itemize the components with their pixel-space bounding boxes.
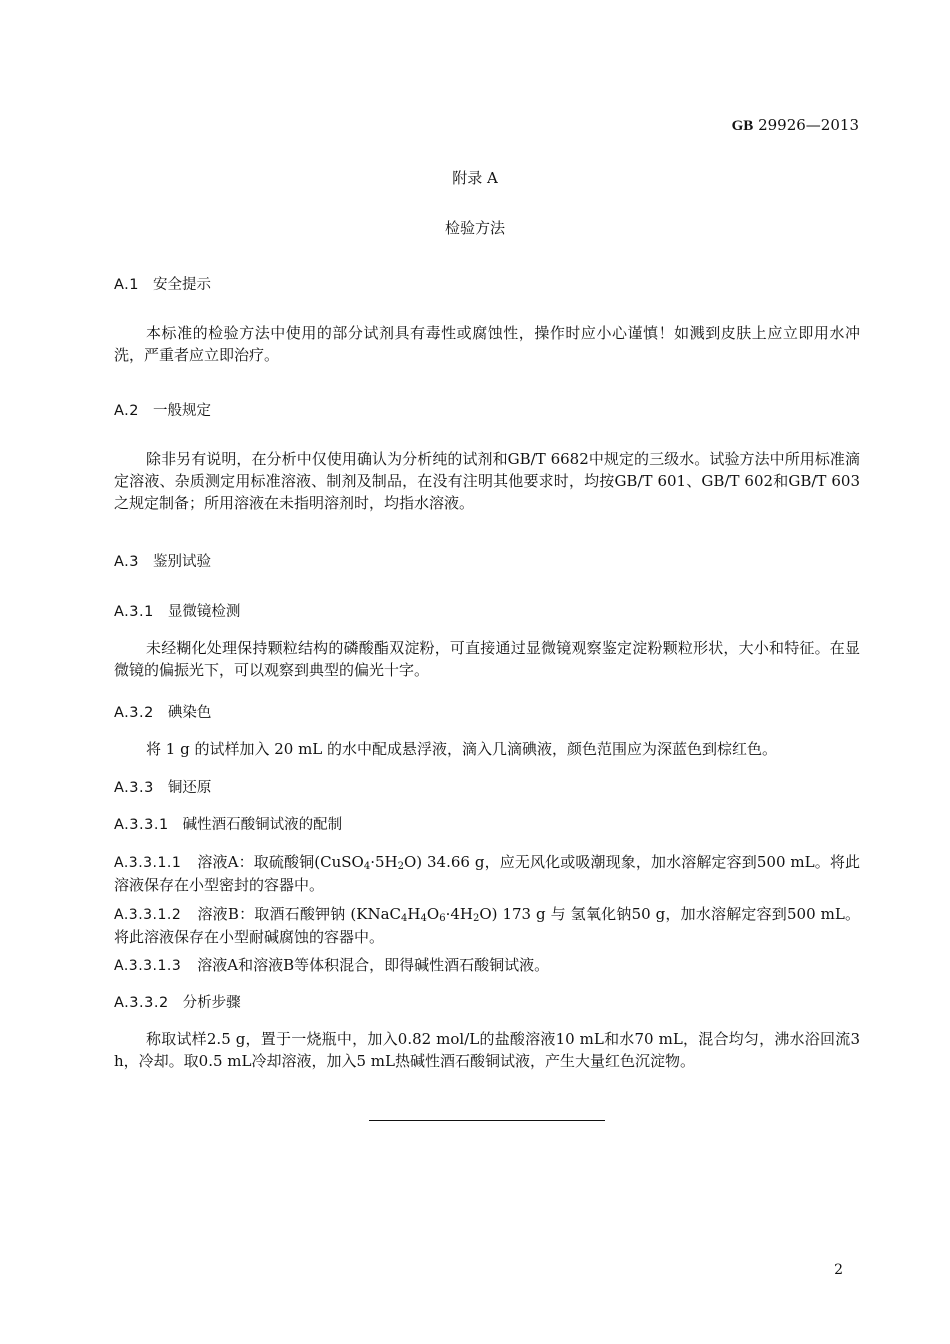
section-heading-a31: A.3.1 显微镜检测 <box>114 604 241 620</box>
section-heading-a1: A.1 安全提示 <box>114 277 211 293</box>
clause-a3311: A.3.3.1.1 溶液A：取硫酸铜$(CuSO_4\cdot 5H_2O)$ 34.66 g，应无风化或吸潮现象，加水溶解定容到500 mL。将此溶液保存在小型密封的容器中。 <box>114 853 860 894</box>
section-a2-text: 除非另有说明，在分析中仅使用确认为分析纯的试剂和GB/T 6682中规定的三级水。试验方法中所用标准滴定溶液、杂质测定用标准溶液、制剂及制品，在没有注明其他要求时，均按GB/T 601、GB/T 602和GB/T 603之规定制备；所用溶液在未指明溶剂时，均指水溶液。 <box>114 450 860 512</box>
section-a31-text: 未经糊化处理保持颗粒结构的磷酸酯双淀粉，可直接通过显微镜观察鉴定淀粉颗粒形状，大小和特征。在显微镜的偏振光下，可以观察到典型的偏光十字。 <box>114 639 860 679</box>
section-a32-text: 将 1 g 的试样加入 20 mL 的水中配成悬浮液，滴入几滴碘液，颜色范围应为深蓝色到棕红色。 <box>146 740 778 758</box>
end-of-standard-rule <box>369 1120 605 1121</box>
section-heading-a3: A.3 鉴别试验 <box>114 554 211 570</box>
standard-number <box>732 116 859 135</box>
section-heading-a332: A.3.3.2 分析步骤 <box>114 995 241 1011</box>
clause-a3312: A.3.3.1.2 溶液B：取酒石酸钾钠 $(KNaC_4H_4O_6\cdot 4H_2O)$ 173 g 与 氢氧化钠50 g，加水溶解定容到500 mL。将此溶液保存在小型耐碱腐蚀的容器中。 <box>114 905 860 946</box>
appendix-title: 附录 A <box>452 169 498 187</box>
section-heading-a32: A.3.2 碘染色 <box>114 705 212 721</box>
section-heading-a33: A.3.3 铜还原 <box>114 780 212 796</box>
section-a332-text: 称取试样2.5 g，置于一烧瓶中，加入0.82 mol/L的盐酸溶液10 mL和水70 mL，混合均匀，沸水浴回流3 h，冷却。取0.5 mL冷却溶液，加入5 mL热碱性酒石酸铜试液，产生大量红色沉淀物。 <box>114 1030 860 1070</box>
section-heading-a331: A.3.3.1 碱性酒石酸铜试液的配制 <box>114 817 343 833</box>
section-a1-text: 本标准的检验方法中使用的部分试剂具有毒性或腐蚀性，操作时应小心谨慎！如溅到皮肤上应立即用水冲洗，严重者应立即治疗。 <box>114 324 860 364</box>
standard-prefix: GB <box>731 118 754 134</box>
page-number: 2 <box>834 1262 843 1278</box>
appendix-subtitle: 检验方法 <box>444 219 505 237</box>
standard-code: 29926—2013 <box>758 116 859 134</box>
clause-a3313: A.3.3.1.3 溶液A和溶液B等体积混合，即得碱性酒石酸铜试液。 <box>114 956 550 974</box>
section-heading-a2: A.2 一般规定 <box>114 403 211 419</box>
